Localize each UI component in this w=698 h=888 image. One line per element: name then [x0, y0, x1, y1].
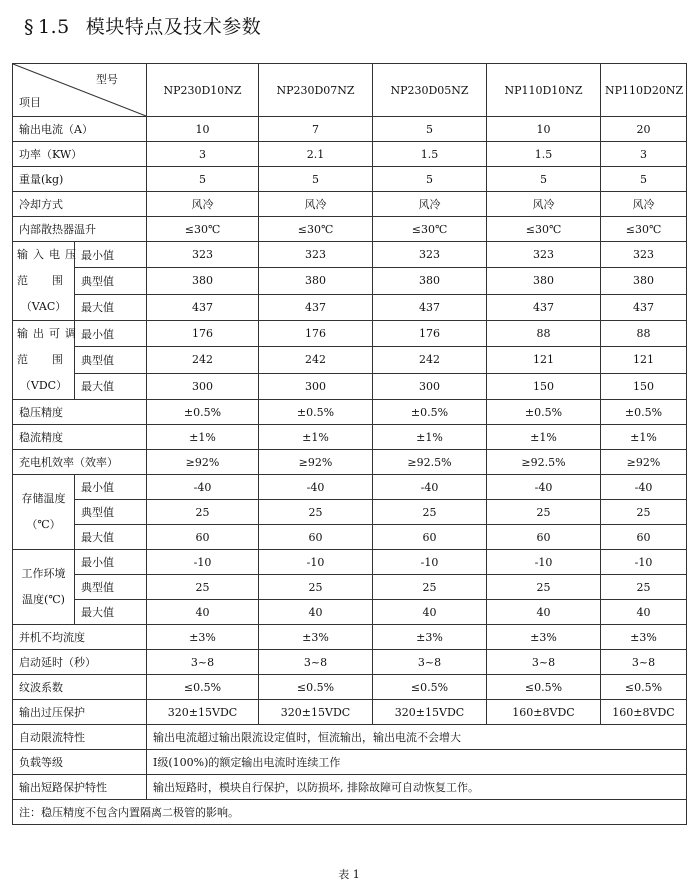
table-row [13, 750, 687, 775]
table-row [13, 167, 687, 192]
cell-value: 风冷 [373, 192, 487, 217]
cell-value: 5 [373, 117, 487, 142]
cell-value: 5 [487, 167, 601, 192]
cell-value: ≤0.5% [373, 675, 487, 700]
cell-value: 10 [147, 117, 259, 142]
cell-value: 160±8VDC [601, 700, 687, 725]
table-row [13, 575, 687, 600]
table-row [13, 294, 687, 320]
row-description: 输出短路时，模块自行保护，以防损坏, 排除故障可自动恢复工作。 [147, 775, 687, 800]
table-row [13, 142, 687, 167]
model-header: NP230D05NZ [373, 64, 487, 117]
cell-value: 60 [601, 525, 687, 550]
cell-value: ±0.5% [147, 400, 259, 425]
cell-value: 60 [147, 525, 259, 550]
cell-value: ±0.5% [601, 400, 687, 425]
cell-value: 150 [601, 373, 687, 399]
cell-value: ≤30℃ [373, 217, 487, 242]
cell-value: 323 [487, 242, 601, 268]
cell-value: ±1% [601, 425, 687, 450]
row-label: 输出短路保护特性 [13, 775, 147, 800]
cell-value: ≥92% [259, 450, 373, 475]
cell-value: 风冷 [147, 192, 259, 217]
table-row [13, 192, 687, 217]
cell-value: 风冷 [487, 192, 601, 217]
cell-value: 60 [259, 525, 373, 550]
cell-value: 176 [373, 321, 487, 347]
cell-value: -40 [147, 475, 259, 500]
table-row [13, 347, 687, 373]
cell-value: -10 [259, 550, 373, 575]
cell-value: 10 [487, 117, 601, 142]
cell-value: 7 [259, 117, 373, 142]
table-row [13, 425, 687, 450]
cell-value: ±3% [259, 625, 373, 650]
sub-label: 最大值 [75, 525, 147, 550]
cell-value: 300 [259, 373, 373, 399]
group-label-line: （VAC） [20, 300, 67, 313]
cell-value: 320±15VDC [373, 700, 487, 725]
group-label-line: 存储温度 [21, 492, 66, 505]
section-heading [24, 12, 261, 39]
cell-value: 5 [147, 167, 259, 192]
cell-value: 380 [601, 268, 687, 294]
cell-value: 300 [373, 373, 487, 399]
cell-value: 323 [601, 242, 687, 268]
table-row [13, 550, 687, 575]
table-row [13, 525, 687, 550]
group-label-line: （VDC） [19, 379, 68, 392]
cell-value: 40 [259, 600, 373, 625]
cell-value: ±3% [487, 625, 601, 650]
cell-value: ≥92.5% [373, 450, 487, 475]
table-row [13, 400, 687, 425]
cell-value: -10 [373, 550, 487, 575]
section-title: 模块特点及技术参数 [85, 16, 262, 38]
cell-value: 380 [373, 268, 487, 294]
cell-value: ≤0.5% [601, 675, 687, 700]
row-label: 稳流精度 [13, 425, 147, 450]
cell-value: 242 [373, 347, 487, 373]
group-label-line: 范围 [17, 353, 87, 366]
table-row [13, 675, 687, 700]
sub-label: 最小值 [75, 475, 147, 500]
cell-value: 25 [259, 500, 373, 525]
cell-value: ≥92.5% [487, 450, 601, 475]
cell-value: -40 [487, 475, 601, 500]
cell-value: 25 [373, 500, 487, 525]
sub-label: 最大值 [75, 600, 147, 625]
group-label [13, 321, 87, 400]
group-label-line: 温度(℃) [22, 593, 65, 606]
cell-value: ±3% [601, 625, 687, 650]
sub-label: 最大值 [75, 373, 147, 399]
cell-value: 25 [601, 500, 687, 525]
cell-value: 5 [259, 167, 373, 192]
cell-value: ≤30℃ [259, 217, 373, 242]
corner-item-label: 项目 [19, 96, 41, 109]
cell-value: -40 [601, 475, 687, 500]
row-description: 输出电流超过输出限流设定值时，恒流输出，输出电流不会增大 [147, 725, 687, 750]
cell-value: ≥92% [601, 450, 687, 475]
cell-value: 3~8 [147, 650, 259, 675]
cell-value: 风冷 [601, 192, 687, 217]
cell-value: -40 [373, 475, 487, 500]
cell-value: 242 [147, 347, 259, 373]
table-row [13, 242, 687, 268]
group-label-line [17, 347, 87, 373]
cell-value: 121 [487, 347, 601, 373]
sub-label: 典型值 [75, 575, 147, 600]
cell-value: 437 [601, 294, 687, 320]
cell-value: 3 [601, 142, 687, 167]
cell-value: 5 [373, 167, 487, 192]
cell-value: 323 [373, 242, 487, 268]
cell-value: 60 [487, 525, 601, 550]
cell-value: ±1% [373, 425, 487, 450]
cell-value: ±3% [373, 625, 487, 650]
row-label: 纹波系数 [13, 675, 147, 700]
sub-label: 最小值 [75, 321, 147, 347]
cell-value: 3~8 [373, 650, 487, 675]
group-label [13, 550, 75, 625]
cell-value: 320±15VDC [147, 700, 259, 725]
cell-value: ≤30℃ [147, 217, 259, 242]
cell-value: 风冷 [259, 192, 373, 217]
cell-value: ≤0.5% [259, 675, 373, 700]
group-label-line: 输出可调 [17, 327, 81, 340]
cell-value: ±0.5% [373, 400, 487, 425]
cell-value: ±0.5% [259, 400, 373, 425]
model-header: NP110D20NZ [601, 64, 687, 117]
sub-label: 典型值 [75, 500, 147, 525]
cell-value: 3 [147, 142, 259, 167]
table-row [13, 775, 687, 800]
group-label-line: 输入电压 [17, 248, 81, 261]
table-row [13, 600, 687, 625]
corner-cell [13, 64, 147, 117]
model-header: NP230D10NZ [147, 64, 259, 117]
table-row [13, 725, 687, 750]
cell-value: ≤30℃ [487, 217, 601, 242]
row-label: 启动延时（秒） [13, 650, 147, 675]
table-row [13, 217, 687, 242]
group-label [13, 475, 75, 550]
cell-value: ≥92% [147, 450, 259, 475]
sub-label: 最小值 [75, 550, 147, 575]
table-row [13, 650, 687, 675]
table-row [13, 500, 687, 525]
cell-value: 3~8 [259, 650, 373, 675]
row-label: 自动限流特性 [13, 725, 147, 750]
group-label-line [17, 268, 87, 294]
cell-value: 242 [259, 347, 373, 373]
row-label: 负载等级 [13, 750, 147, 775]
cell-value: ±1% [147, 425, 259, 450]
row-label: 重量(kg) [13, 167, 147, 192]
row-label: 输出过压保护 [13, 700, 147, 725]
cell-value: 25 [601, 575, 687, 600]
cell-value: ≤0.5% [147, 675, 259, 700]
row-label: 功率（KW） [13, 142, 147, 167]
row-label: 内部散热器温升 [13, 217, 147, 242]
spec-table [12, 63, 687, 825]
table-row [13, 373, 687, 399]
section-symbol: § [24, 16, 34, 38]
row-label: 冷却方式 [13, 192, 147, 217]
row-label: 输出电流（A） [13, 117, 147, 142]
cell-value: 160±8VDC [487, 700, 601, 725]
cell-value: 176 [259, 321, 373, 347]
cell-value: 323 [147, 242, 259, 268]
cell-value: 437 [147, 294, 259, 320]
cell-value: 150 [487, 373, 601, 399]
cell-value: 5 [601, 167, 687, 192]
cell-value: 88 [487, 321, 601, 347]
table-row [13, 450, 687, 475]
cell-value: 1.5 [373, 142, 487, 167]
cell-value: 40 [373, 600, 487, 625]
cell-value: 300 [147, 373, 259, 399]
cell-value: 25 [259, 575, 373, 600]
header-row [13, 64, 687, 117]
corner-model-label: 型号 [96, 73, 118, 86]
cell-value: 25 [147, 575, 259, 600]
sub-label: 最小值 [75, 242, 147, 268]
cell-value: 437 [487, 294, 601, 320]
cell-value: 88 [601, 321, 687, 347]
cell-value: -10 [147, 550, 259, 575]
table-row [13, 117, 687, 142]
cell-value: 380 [487, 268, 601, 294]
row-label: 充电机效率（效率） [13, 450, 147, 475]
group-label-line: 范围 [17, 274, 87, 287]
sub-label: 典型值 [75, 268, 147, 294]
sub-label: 典型值 [75, 347, 147, 373]
group-label-line: （℃） [26, 518, 61, 531]
cell-value: 60 [373, 525, 487, 550]
note-row [13, 800, 687, 825]
row-label: 稳压精度 [13, 400, 147, 425]
cell-value: -10 [487, 550, 601, 575]
cell-value: 380 [259, 268, 373, 294]
cell-value: 3~8 [601, 650, 687, 675]
cell-value: 323 [259, 242, 373, 268]
cell-value: 176 [147, 321, 259, 347]
cell-value: ≤0.5% [487, 675, 601, 700]
sub-label: 最大值 [75, 294, 147, 320]
cell-value: 25 [373, 575, 487, 600]
row-description: Ⅰ级(100%)的额定输出电流时连续工作 [147, 750, 687, 775]
cell-value: 20 [601, 117, 687, 142]
cell-value: 25 [487, 500, 601, 525]
model-header: NP230D07NZ [259, 64, 373, 117]
table-note: 注：稳压精度不包含内置隔离二极管的影响。 [13, 800, 687, 825]
table-row [13, 475, 687, 500]
group-label [13, 242, 87, 321]
section-number: 1.5 [38, 16, 70, 38]
cell-value: 3~8 [487, 650, 601, 675]
table-row [13, 268, 687, 294]
group-label-line: 工作环境 [21, 567, 66, 580]
table-row [13, 700, 687, 725]
cell-value: 25 [147, 500, 259, 525]
cell-value: 25 [487, 575, 601, 600]
cell-value: ≤30℃ [601, 217, 687, 242]
row-label: 并机不均流度 [13, 625, 147, 650]
cell-value: ±0.5% [487, 400, 601, 425]
cell-value: 320±15VDC [259, 700, 373, 725]
cell-value: 40 [601, 600, 687, 625]
cell-value: ±1% [487, 425, 601, 450]
cell-value: 121 [601, 347, 687, 373]
cell-value: 1.5 [487, 142, 601, 167]
cell-value: -40 [259, 475, 373, 500]
cell-value: 40 [487, 600, 601, 625]
cell-value: 40 [147, 600, 259, 625]
cell-value: 2.1 [259, 142, 373, 167]
cell-value: 437 [373, 294, 487, 320]
cell-value: 380 [147, 268, 259, 294]
cell-value: -10 [601, 550, 687, 575]
cell-value: ±1% [259, 425, 373, 450]
cell-value: 437 [259, 294, 373, 320]
table-row [13, 321, 687, 347]
cell-value: ±3% [147, 625, 259, 650]
model-header: NP110D10NZ [487, 64, 601, 117]
table-caption: 表 1 [338, 868, 360, 881]
table-row [13, 625, 687, 650]
